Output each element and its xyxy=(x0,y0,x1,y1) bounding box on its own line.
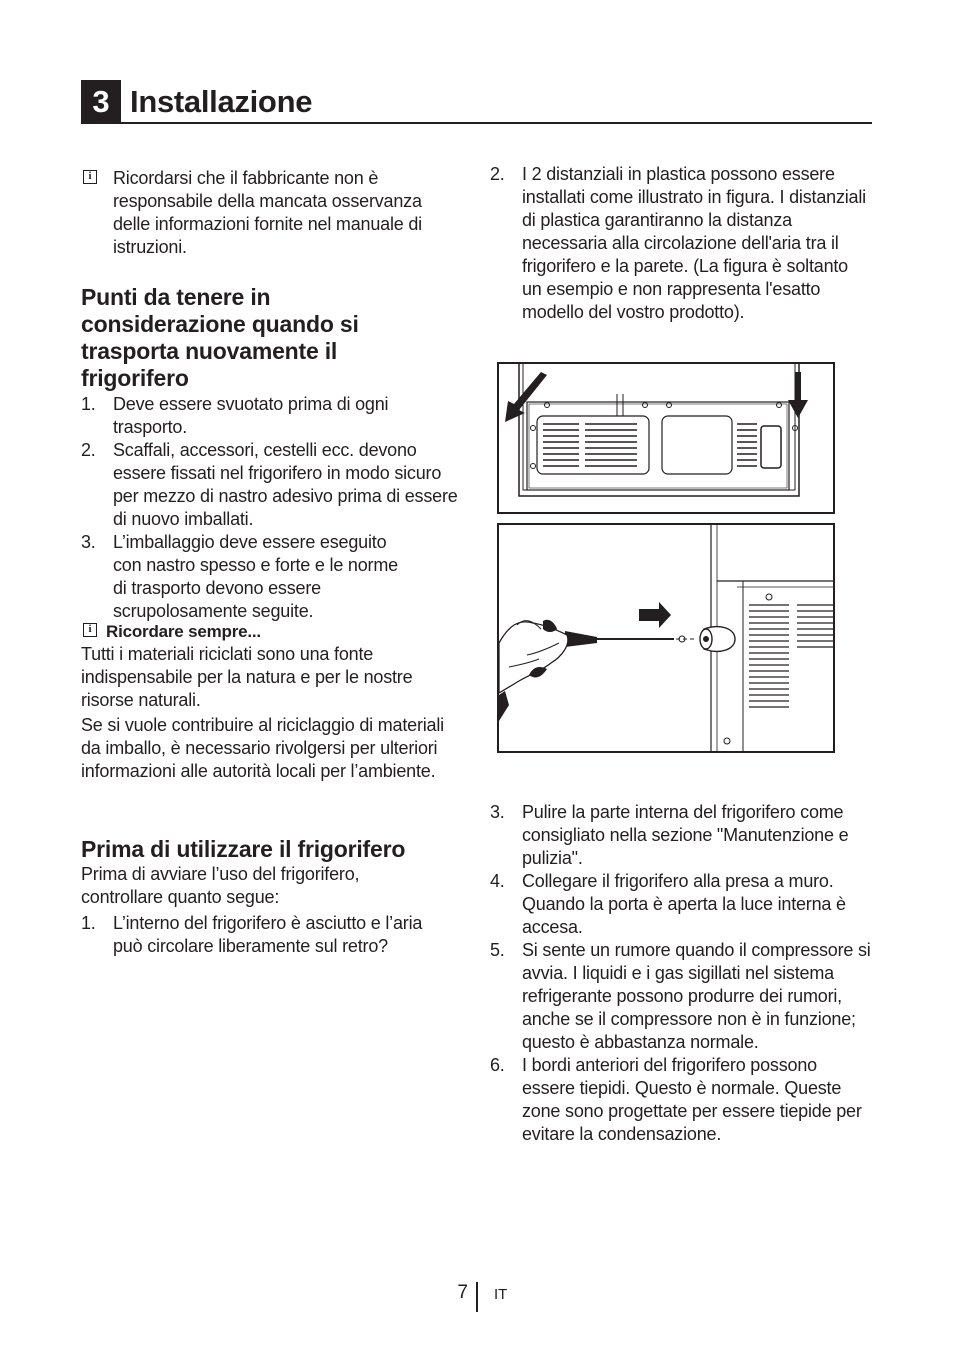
list-text: Si sente un rumore quando il compressore si avvia. I liquidi e i gas sigillati nel sistema refrigerante possono produrre dei rumori, anche se il compressore non è in funzione; questo è abbastanza normale. xyxy=(522,940,871,1052)
list-item xyxy=(81,912,451,958)
header-divider xyxy=(81,122,872,124)
remember-paragraph-2: Se si vuole contribuire al riciclaggio di materiali da imballo, è necessario rivolgersi per ulteriori informazioni alle autorità locali per l’ambiente. xyxy=(81,715,444,781)
list-text: L’imballaggio deve essere eseguito con nastro spesso e forte e le norme di trasporto devono essere scrupolosamente seguite. xyxy=(113,532,398,621)
remember-label: Ricordare sempre... xyxy=(106,622,261,641)
list-item xyxy=(490,1054,872,1146)
list-item xyxy=(490,939,872,1054)
footer-divider xyxy=(476,1282,478,1312)
before-use-heading: Prima di utilizzare il frigorifero xyxy=(81,836,406,862)
list-text: Pulire la parte interna del frigorifero come consigliato nella sezione "Manutenzione e pulizia". xyxy=(522,802,849,868)
list-text: I bordi anteriori del frigorifero possono essere tiepidi. Questo è normale. Queste zone sono progettate per essere tiepide per evitare la condensazione. xyxy=(522,1055,862,1144)
list-number: 2. xyxy=(81,440,96,460)
before-use-list xyxy=(81,912,451,958)
list-number: 1. xyxy=(81,913,96,933)
remember-paragraph-1: Tutti i materiali riciclati sono una fonte indispensabile per la natura e per le nostre risorse naturali. xyxy=(81,644,413,710)
list-item xyxy=(81,531,466,623)
list-item xyxy=(490,801,872,870)
info-icon: i xyxy=(83,623,97,637)
list-item xyxy=(490,163,872,324)
list-item xyxy=(81,439,466,531)
list-item xyxy=(490,870,872,939)
list-number: 6. xyxy=(490,1055,505,1075)
steps-list xyxy=(490,801,872,1146)
list-text: Collegare il frigorifero alla presa a muro. Quando la porta è aperta la luce interna è accesa. xyxy=(522,871,846,937)
page-title: Installazione xyxy=(130,84,313,119)
section-number-badge: 3 xyxy=(81,80,121,124)
spacer-install-illustration xyxy=(499,525,833,751)
rear-view-figure xyxy=(497,362,835,514)
list-number: 5. xyxy=(490,940,505,960)
list-number: 3. xyxy=(490,802,505,822)
page-number: 7 xyxy=(457,1282,468,1303)
before-use-intro: Prima di avviare l’uso del frigorifero, controllare quanto segue: xyxy=(81,864,360,907)
list-number: 1. xyxy=(81,394,96,414)
list-number: 2. xyxy=(490,164,505,184)
list-text: L’interno del frigorifero è asciutto e l’aria può circolare liberamente sul retro? xyxy=(113,913,423,956)
rear-view-illustration xyxy=(499,364,833,512)
spacer-list xyxy=(490,163,872,324)
manufacturer-note: Ricordarsi che il fabbricante non è responsabile della mancata osservanza delle informazioni fornite nel manuale di istruzioni. xyxy=(113,168,422,257)
list-text: Deve essere svuotato prima di ogni trasporto. xyxy=(113,394,389,437)
spacer-install-figure xyxy=(497,523,835,753)
list-number: 3. xyxy=(81,532,96,552)
list-number: 4. xyxy=(490,871,505,891)
info-icon: i xyxy=(83,170,97,184)
list-item xyxy=(81,393,466,439)
language-code: IT xyxy=(494,1286,508,1303)
list-text: Scaffali, accessori, cestelli ecc. devono essere fissati nel frigorifero in modo sicuro per mezzo di nastro adesivo prima di essere di nuovo imballati. xyxy=(113,440,458,529)
list-text: I 2 distanziali in plastica possono essere installati come illustrato in figura. I distanziali di plastica garantiranno la distanza necessaria alla circolazione dell'aria tra il frigorifero e la parete. (La figura è soltanto un esempio e non rappresenta l'esatto modello del vostro prodotto). xyxy=(522,164,866,322)
transport-heading: Punti da tenere in considerazione quando si trasporta nuovamente il frigorifero xyxy=(81,284,359,391)
transport-list xyxy=(81,393,466,623)
